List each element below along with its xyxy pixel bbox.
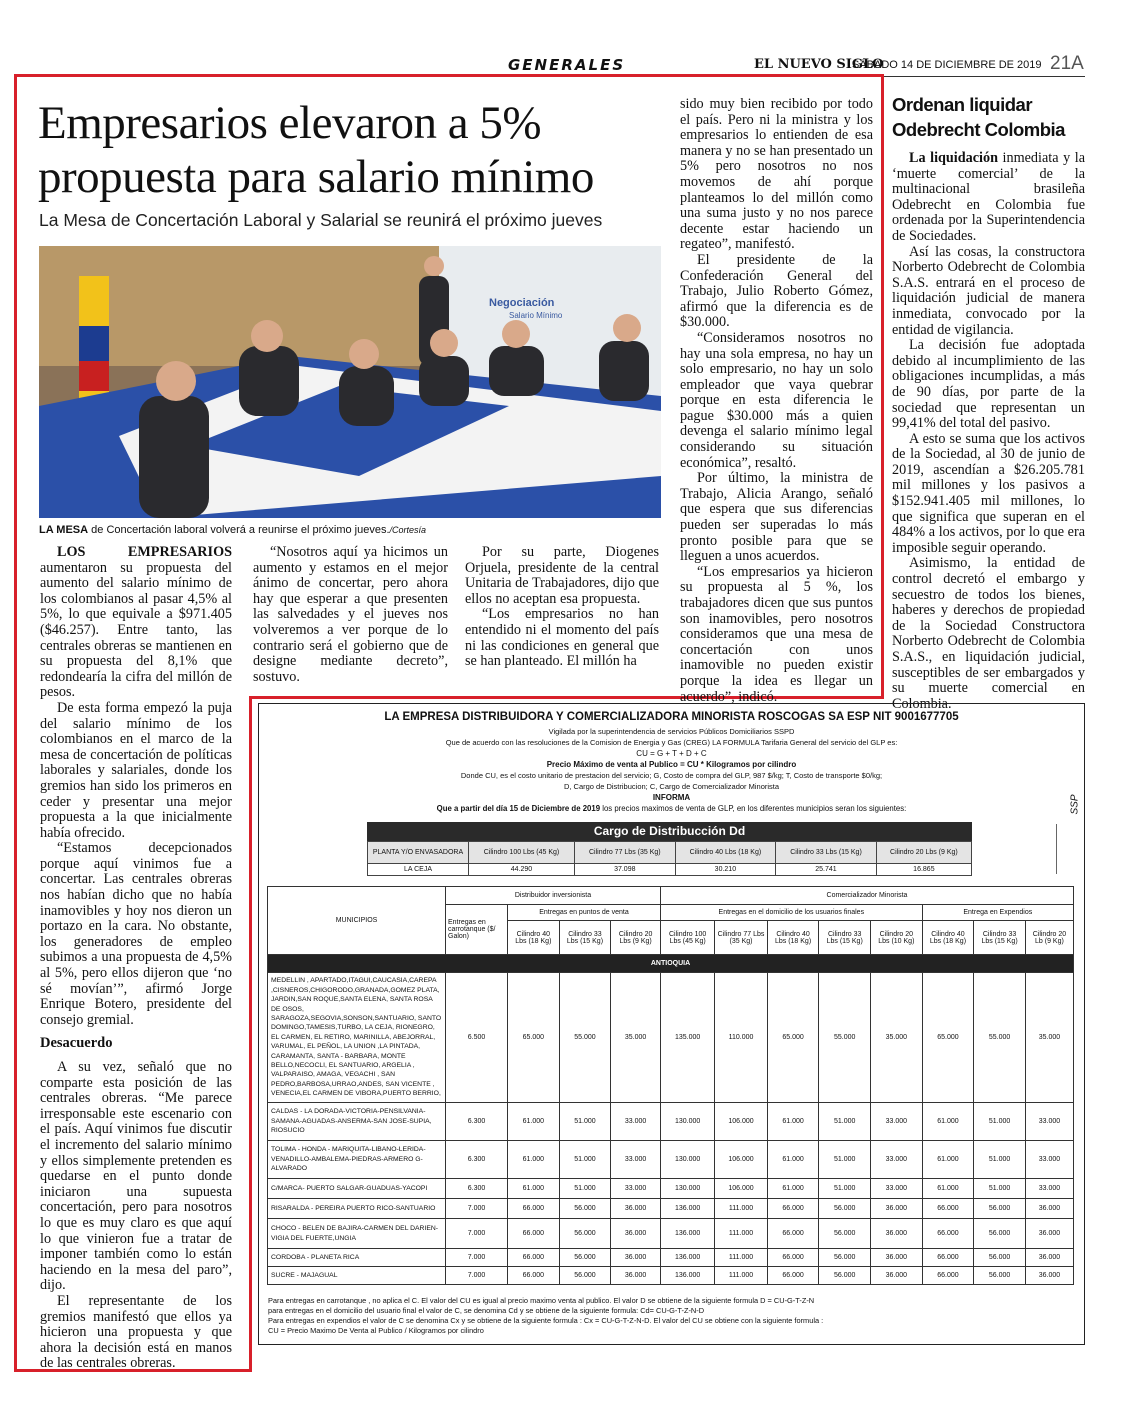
dd-cell: LA CEJA <box>368 864 469 876</box>
paragraph: Asimismo, la entidad de control decretó el embargo y secuestro de todos los bienes, haberes y derechos de propiedad de la Sociedad Constructora Norberto Odebrecht de Colombia S.A.S., en liquidación judicial, susceptibles de ser embargados y su muerte comercial en Colombia. <box>892 555 1085 712</box>
price-cell: 136.000 <box>661 1267 715 1285</box>
svg-text:Negociación: Negociación <box>489 297 555 309</box>
price-cell: 136.000 <box>661 1199 715 1219</box>
paragraph: El representante de los gremios manifestó que ellos ya hicieron una propuesta y que ahora la decisión está en manos de las centrales obreras. <box>40 1292 232 1372</box>
subgroup-header: Entrega en Expendios <box>922 905 1073 921</box>
price-cell: 61.000 <box>767 1179 819 1199</box>
municipality-cell: C/MARCA- PUERTO SALGAR-GUADUAS-YACOPI <box>268 1179 446 1199</box>
price-cell: 36.000 <box>871 1267 923 1285</box>
price-cell: 130.000 <box>661 1141 715 1179</box>
group-header-distribuidor: Distribuidor inversionista <box>446 887 661 905</box>
table-row <box>268 973 1074 1103</box>
price-cell: 61.000 <box>922 1141 974 1179</box>
price-cell: 106.000 <box>715 1103 767 1141</box>
price-cell: 56.000 <box>974 1219 1026 1249</box>
price-cell: 33.000 <box>871 1103 923 1141</box>
price-cell: 61.000 <box>922 1179 974 1199</box>
price-cell: 56.000 <box>974 1267 1026 1285</box>
table-row <box>268 1103 1074 1141</box>
price-cell: 51.000 <box>974 1103 1026 1141</box>
effective-date: Que a partir del día 15 de Diciembre de 2019 <box>436 804 601 813</box>
price-cell: 56.000 <box>819 1199 871 1219</box>
article-photo <box>39 246 661 518</box>
caption-lead: LA MESA <box>39 524 89 536</box>
paragraph: Así las cosas, la constructora Norberto Odebrecht de Colombia S.A.S. entrará en el proceso de liquidación judicial de manera inmediata, convocado por la entidad de vigilancia. <box>892 243 1085 338</box>
notice-title: LA EMPRESA DISTRIBUIDORA Y COMERCIALIZADORA MINORISTA ROSCOGAS SA ESP NIT 9001677705 <box>384 711 959 723</box>
price-cell: 65.000 <box>508 973 560 1103</box>
price-cell: 111.000 <box>715 1267 767 1285</box>
price-cell: 61.000 <box>508 1103 560 1141</box>
dd-table <box>367 841 972 876</box>
col-header: Cilindro 100 Lbs (45 Kg) <box>661 921 715 955</box>
paragraph: El presidente de la Confederación General del Trabajo, Julio Roberto Gómez, afirmó que la diferencia es de $30.000. <box>680 251 873 331</box>
price-cell: 51.000 <box>559 1141 611 1179</box>
paragraph: “Los empresarios ya hicieron su propuesta al 5 %, los trabajadores dicen que sus puntos son inamovibles, pero nosotros consideramos que una mesa de concertación con unos inamovible no pueden existir porque la idea es llegar un acuerdo”, indicó. <box>680 563 873 705</box>
notice-line: D, Cargo de Distribucion; C, Cargo de Comercializador Minorista <box>563 782 780 791</box>
col-header: Cilindro 40 Lbs (18 Kg) <box>767 921 819 955</box>
price-cell: 66.000 <box>767 1267 819 1285</box>
sidebar-lead-in: La liquidación <box>909 150 998 166</box>
price-cell: 110.000 <box>715 973 767 1103</box>
price-cell: 61.000 <box>767 1103 819 1141</box>
col-header: Cilindro 20 Lb (9 Kg) <box>1025 921 1073 955</box>
group-header-comercializador: Comercializador Minorista <box>661 887 1074 905</box>
price-cell: 56.000 <box>559 1219 611 1249</box>
paragraph: “Nosotros aquí ya hicimos un aumento y estamos en el mejor ánimo de concertar, pero ahora hay que esperar a que presenten las salvedades y el jueves nos volveremos a ver porque de lo contrario será el gobierno que de designe mediante decreto”, sostuvo. <box>253 544 448 685</box>
caption-credit: /Cortesía <box>389 525 427 535</box>
price-cell: 6.300 <box>446 1141 508 1179</box>
paragraph: “Los empresarios no han entendido ni el momento del país ni las condiciones en general que se han planteado. El millón ha <box>465 606 659 670</box>
price-cell: 51.000 <box>974 1179 1026 1199</box>
price-cell: 136.000 <box>661 1219 715 1249</box>
col-header: Cilindro 20 Lbs (10 Kg) <box>871 921 923 955</box>
col-header: Cilindro 33 Lbs (15 Kg) <box>974 921 1026 955</box>
photo-caption <box>39 524 426 536</box>
paragraph: A su vez, señaló que no comparte esta posición de las centrales obreras. “Me parece irresponsable este escenario con el país. Aquí vinimos fue discutir el incremento del salario mínimo y ellos simplemente pretenden es quedarse en el punto donde iniciaron una supuesta concertación, pero para nosotros lo que es muy claro es que aquí lo que vinieron fue a tratar de imponer también como lo están haciendo en la mesa del paro”, dijo. <box>40 1059 232 1294</box>
price-cell: 35.000 <box>611 973 661 1103</box>
article-column-4 <box>680 97 873 705</box>
price-cell: 66.000 <box>767 1219 819 1249</box>
price-cell: 36.000 <box>611 1267 661 1285</box>
price-cell: 36.000 <box>871 1249 923 1267</box>
price-cell: 36.000 <box>1025 1249 1073 1267</box>
svg-text:Salario Mínimo: Salario Mínimo <box>509 311 563 320</box>
article-column-2 <box>253 545 448 685</box>
price-cell: 66.000 <box>508 1219 560 1249</box>
ssp-logo-rule <box>1056 824 1067 874</box>
price-table-body <box>268 973 1074 1285</box>
article-subheadline: La Mesa de Concertación Laboral y Salarial se reunirá el próximo jueves <box>39 210 603 230</box>
dd-cell: 44.290 <box>469 864 575 876</box>
price-cell: 61.000 <box>508 1179 560 1199</box>
price-cell: 36.000 <box>1025 1267 1073 1285</box>
price-cell: 56.000 <box>974 1199 1026 1219</box>
price-cell: 130.000 <box>661 1179 715 1199</box>
col-header: Cilindro 40 Lbs (18 Kg) <box>922 921 974 955</box>
price-cell: 7.000 <box>446 1219 508 1249</box>
dd-header: PLANTA Y/O ENVASADORA <box>368 842 469 864</box>
price-cell: 33.000 <box>871 1141 923 1179</box>
price-cell: 36.000 <box>611 1249 661 1267</box>
price-cell: 36.000 <box>611 1219 661 1249</box>
dd-cell: 30.210 <box>675 864 776 876</box>
price-cell: 55.000 <box>819 973 871 1103</box>
distribution-charge-table <box>367 822 972 876</box>
price-cell: 36.000 <box>871 1219 923 1249</box>
price-cell: 135.000 <box>661 973 715 1103</box>
paragraph: De esta forma empezó la puja del salario mínimo de los colombianos en el marco de la mesa de concertación de políticas laborales y salariales, donde los gremios han sido los primeros en ceder y presentar una mejor propuesta a la que inicialmente había ofrecido. <box>40 699 232 841</box>
table-row <box>268 1199 1074 1219</box>
price-cell: 35.000 <box>1025 973 1073 1103</box>
price-cell: 66.000 <box>508 1249 560 1267</box>
price-cell: 111.000 <box>715 1249 767 1267</box>
price-cell: 65.000 <box>922 973 974 1103</box>
price-cell: 51.000 <box>559 1179 611 1199</box>
sidebar-body <box>892 151 1085 712</box>
price-cell: 6.300 <box>446 1103 508 1141</box>
paragraph: A esto se suma que los activos de la Sociedad, al 30 de junio de 2019, ascendían a $26.205.781 mil millones y los pasivos a $152.941.405 mil millones, lo que significa que superan en el 484% a los activos, por lo que era imposible seguir operando. <box>892 430 1085 556</box>
notice-effective-line <box>259 804 1084 813</box>
subgroup-header: Entregas en puntos de venta <box>508 905 661 921</box>
dd-header: Cilindro 33 Lbs (15 Kg) <box>776 842 877 864</box>
section-label: GENERALES <box>508 56 626 74</box>
municipality-cell: TOLIMA - HONDA - MARIQUITA-LIBANO-LERIDA-VENADILLO-AMBALEMA-PIEDRAS-ARMERO G-ALVARADO <box>268 1141 446 1179</box>
price-cell: 66.000 <box>767 1249 819 1267</box>
table-row <box>268 1267 1074 1285</box>
newspaper-name: EL NUEVO SIGLO <box>754 57 884 72</box>
price-cell: 111.000 <box>715 1199 767 1219</box>
dd-header: Cilindro 100 Lbs (45 Kg) <box>469 842 575 864</box>
col-header: Cilindro 33 Lbs (15 Kg) <box>559 921 611 955</box>
notice-footnote: Para entregas en carrotanque , no aplica el C. El valor del CU es igual al precio maximo venta al publico. El valor D se obtiene de la siguiente formula D = CU-G-T-Z-N <box>268 1296 815 1305</box>
price-cell: 66.000 <box>922 1199 974 1219</box>
notice-footnote: CU = Precio Maximo De Venta al Publico / Kilogramos por cilindro <box>268 1326 484 1335</box>
notice-line: Donde CU, es el costo unitario de prestacion del servicio; G, Costo de compra del GLP, 987 $/kg; T, Costo de transporte $0/kg; <box>460 771 883 780</box>
price-cell: 66.000 <box>922 1249 974 1267</box>
price-cell: 51.000 <box>819 1103 871 1141</box>
price-cell: 36.000 <box>1025 1199 1073 1219</box>
price-cell: 51.000 <box>819 1179 871 1199</box>
formula-line: Precio Máximo de venta al Publico = CU * Kilogramos por cilindro <box>546 760 797 769</box>
col-header-municipios: MUNICIPIOS <box>268 887 446 955</box>
price-cell: 61.000 <box>508 1141 560 1179</box>
paragraph: Por su parte, Diogenes Orjuela, presidente de la central Unitaria de Trabajadores, dijo que ellos no aceptan esa propuesta. <box>465 544 659 607</box>
ssp-logo: SSP <box>1069 794 1081 815</box>
paragraph: “Consideramos nosotros no hay una sola empresa, no hay un solo empresario, no hay un solo empleador que vaya quebrar porque en esta diferencia le pague $30.000 más a quien devenga el salario mínimo legal considerando su situación económica”, resaltó. <box>680 329 873 471</box>
section-subheading: Desacuerdo <box>40 1035 113 1052</box>
article-column-1 <box>40 545 232 1372</box>
price-cell: 33.000 <box>1025 1179 1073 1199</box>
price-cell: 66.000 <box>922 1267 974 1285</box>
price-cell: 33.000 <box>611 1103 661 1141</box>
price-cell: 106.000 <box>715 1141 767 1179</box>
dd-cell: 16.865 <box>876 864 971 876</box>
dd-header: Cilindro 20 Lbs (9 Kg) <box>876 842 971 864</box>
meeting-photo-illustration <box>39 246 661 518</box>
municipality-cell: CHOCO - BELEN DE BAJIRA-CARMEN DEL DARIEN-VIGIA DEL FUERTE,UNGIA <box>268 1219 446 1249</box>
price-cell: 56.000 <box>559 1267 611 1285</box>
price-cell: 66.000 <box>922 1219 974 1249</box>
issue-date: SÁBADO 14 DE DICIEMBRE DE 2019 <box>852 59 1042 71</box>
paragraph: Por último, la ministra de Trabajo, Alicia Arango, señaló que espera que sus diferencias pueden ser superadas lo más pronto posible para que se lleguen a unos acuerdos. <box>680 470 873 565</box>
price-cell: 56.000 <box>819 1219 871 1249</box>
price-table <box>267 886 1074 1285</box>
municipality-cell: CALDAS - LA DORADA-VICTORIA-PENSILVANIA-SAMANA-AGUADAS-ANSERMA-SAN JOSE-SUPIA, RIOSUCIO <box>268 1103 446 1141</box>
price-cell: 36.000 <box>871 1199 923 1219</box>
formula-line: CU = G + T + D + C <box>636 749 707 758</box>
price-cell: 111.000 <box>715 1219 767 1249</box>
dd-cell: 25.741 <box>776 864 877 876</box>
dd-cell: 37.098 <box>575 864 676 876</box>
col-header: Cilindro 40 Lbs (18 Kg) <box>508 921 560 955</box>
dd-table-title: Cargo de Distribucción Dd <box>367 822 972 841</box>
sidebar-headline: Ordenan liquidar Odebrecht Colombia <box>892 94 1065 140</box>
price-cell: 66.000 <box>508 1199 560 1219</box>
paragraph: “Estamos decepcionados porque aquí vinimos fue a concertar. Las centrales obreras nos habían dicho que no había inamovibles y hoy nos dieron un portazo en la cara. No obstante, los generadores de empleo subimos a una propuesta de 4,5% al 5%, pero ellos dijeron que ‘no sé movían’”, afirmó Jorge Enrique Botero, presidente del consejo gremial. <box>40 840 232 1028</box>
notice-line: Que de acuerdo con las resoluciones de la Comision de Energia y Gas (CREG) LA FORMULA Tarifaria General del servicio del GLP es: <box>445 738 898 747</box>
price-cell: 33.000 <box>1025 1103 1073 1141</box>
region-row: ANTIOQUIA <box>268 955 1074 973</box>
price-cell: 66.000 <box>508 1267 560 1285</box>
table-row <box>268 1249 1074 1267</box>
price-cell: 33.000 <box>871 1179 923 1199</box>
price-cell: 51.000 <box>559 1103 611 1141</box>
notice-footnote: para entregas en el domicilio del usuario final el valor de C, se denomina Cd y se obtiene de la siguiente formula: Cd= CU-G-T-Z-N-D <box>268 1306 705 1315</box>
price-cell: 6.500 <box>446 973 508 1103</box>
caption-text: de Concertación laboral volverá a reunirse el próximo jueves. <box>88 524 390 536</box>
paragraph: sido muy bien recibido por todo el país. Pero ni la ministra y los empresarios lo entienden de esa manera y no se han presentado un 5% pero nosotros no nos movemos de ahí porque planteamos lo del millón como una suma justo y no nos parece decente estar haciendo un regateo”, manifestó. <box>680 96 873 253</box>
municipality-cell: RISARALDA - PEREIRA PUERTO RICO-SANTUARIO <box>268 1199 446 1219</box>
article-column-3 <box>465 545 659 670</box>
price-cell: 56.000 <box>819 1267 871 1285</box>
price-cell: 51.000 <box>819 1141 871 1179</box>
subgroup-header: Entregas en el domicilio de los usuarios finales <box>661 905 923 921</box>
price-cell: 65.000 <box>767 973 819 1103</box>
price-cell: 61.000 <box>922 1103 974 1141</box>
price-cell: 66.000 <box>767 1199 819 1219</box>
paragraph: aumentaron su propuesta del aumento del salario mínimo de los colombianos al pasar 4,5% al 5%, lo que equivale a $971.405 ($46.257). Entre tanto, las centrales obreras se mantienen en su propuesta del 8,1% que redondearía la cifra del millón de pesos. <box>40 559 232 701</box>
price-cell: 55.000 <box>974 973 1026 1103</box>
price-cell: 7.000 <box>446 1249 508 1267</box>
price-cell: 55.000 <box>559 973 611 1103</box>
price-cell: 56.000 <box>559 1249 611 1267</box>
price-cell: 35.000 <box>871 973 923 1103</box>
price-cell: 36.000 <box>1025 1219 1073 1249</box>
price-cell: 33.000 <box>611 1141 661 1179</box>
price-cell: 136.000 <box>661 1249 715 1267</box>
col-header: Cilindro 77 Lbs (35 Kg) <box>715 921 767 955</box>
col-header: Cilindro 33 Lbs (15 Kg) <box>819 921 871 955</box>
roscogas-price-notice <box>258 703 1085 1345</box>
notice-informa: INFORMA <box>652 793 691 802</box>
paragraph: La decisión fue adoptada debido al incumplimiento de las obligaciones incumplidas, a más de 90 días, por parte de la sociedad que representan un 99,41% del total del pasivo. <box>892 337 1085 432</box>
dd-header: Cilindro 77 Lbs (35 Kg) <box>575 842 676 864</box>
price-cell: 56.000 <box>819 1249 871 1267</box>
col-header-carrotanque: Entregas en carrotanque ($/ Galon) <box>446 905 508 955</box>
price-cell: 33.000 <box>1025 1141 1073 1179</box>
price-cell: 56.000 <box>974 1249 1026 1267</box>
price-cell: 7.000 <box>446 1199 508 1219</box>
municipality-cell: SUCRE - MAJAGUAL <box>268 1267 446 1285</box>
table-row <box>268 1179 1074 1199</box>
paragraph: inmediata y la ‘muerte comercial’ de la multinacional brasileña Odebrecht en Colombia fue ordenada por la Superintendencia de Sociedades. <box>892 150 1085 244</box>
dd-header: Cilindro 40 Lbs (18 Kg) <box>675 842 776 864</box>
col-header: Cilindro 20 Lbs (9 Kg) <box>611 921 661 955</box>
price-cell: 33.000 <box>611 1179 661 1199</box>
page-number: 21A <box>1050 53 1084 74</box>
municipality-cell: CORDOBA - PLANETA RICA <box>268 1249 446 1267</box>
municipality-cell: MEDELLIN , APARTADO,ITAGUI,CAUCASIA,CAREPA ,CISNEROS,CHIGORODO,GRANADA,GOMEZ PLATA, JARDIN,SAN ROQUE,SANTA ELENA, SANTA ROSA DE OSOS, SARAGOZA,SEGOVIA,SONSON,SANTUARIO, SANTO DOMINGO,TAMESIS,TURBO, LA CEJA, RIONEGRO, EL CARMEN, EL RETIRO, MARINILLA, ABEJORRAL, VARUMAL, EL PEÑOL, LA UNION ,LA PINTADA, CARAMANTA, SANTA - BARBARA, MONTE BELLO,NECOCLI, EL SANTUARIO, ARGELIA , VALPARAISO, AMAGA, VEGACHI , SAN PEDRO,BARBOSA,URRAO,ANDES, SAN VICENTE , VENECIA,EL CARMEN DE VIBORA,PUERTO BERRIO, <box>268 973 446 1103</box>
table-row <box>268 1219 1074 1249</box>
price-cell: 7.000 <box>446 1267 508 1285</box>
article-headline: Empresarios elevaron a 5% propuesta para salario mínimo <box>38 97 594 203</box>
notice-footnote: Para entregas en expendios el valor de C se denomina Cx y se obtiene de la siguiente formula : Cx = CU-G-T-Z-N-D. El valor del CU se obtiene con la siguiente formula : <box>268 1316 824 1325</box>
price-cell: 51.000 <box>974 1141 1026 1179</box>
price-cell: 106.000 <box>715 1179 767 1199</box>
price-cell: 61.000 <box>767 1141 819 1179</box>
price-cell: 6.300 <box>446 1179 508 1199</box>
table-row <box>268 1141 1074 1179</box>
notice-line: Vigilada por la superintendencia de servicios Públicos Domiciliarios SSPD <box>548 727 795 736</box>
article-lead-in: LOS EMPRESARIOS <box>57 544 232 560</box>
price-cell: 130.000 <box>661 1103 715 1141</box>
notice-line: los precios maximos de venta de GLP, en los diferentes municipios seran los siguientes: <box>600 804 907 813</box>
price-cell: 36.000 <box>611 1199 661 1219</box>
price-cell: 56.000 <box>559 1199 611 1219</box>
